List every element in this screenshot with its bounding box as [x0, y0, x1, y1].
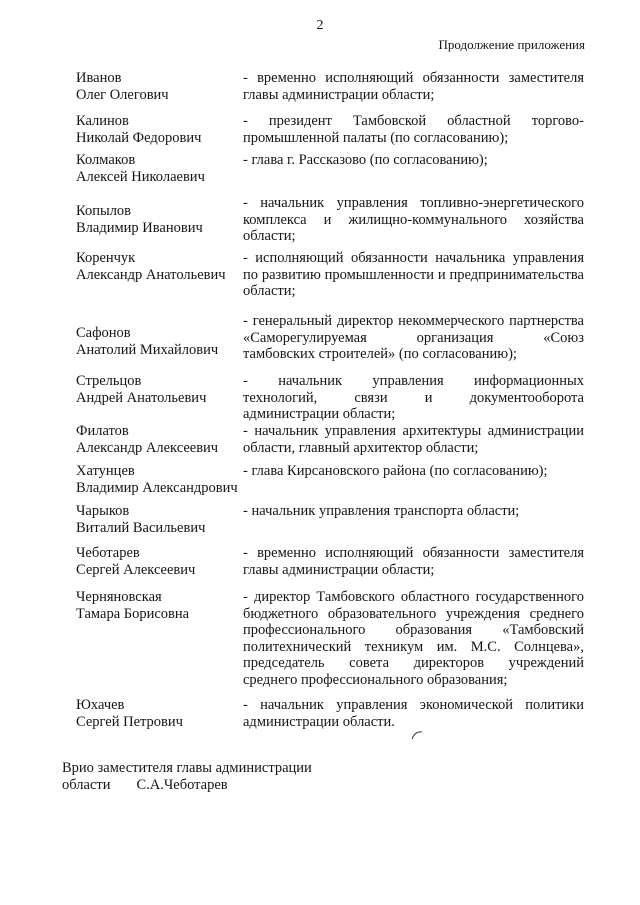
- member-surname: Стрельцов: [76, 373, 142, 389]
- member-role-line: - директор Тамбовского областного государственного: [243, 589, 584, 605]
- member-name: [76, 697, 238, 730]
- member-given-names: Виталий Васильевич: [76, 519, 206, 536]
- member-role-line: политехнический техникум им. М.С. Солнцева»,: [243, 638, 584, 655]
- member-role-line: области;: [243, 228, 296, 245]
- member-role: [243, 463, 584, 480]
- member-surname: Чеботарев: [76, 545, 140, 561]
- member-role-line: - глава Кирсановского района (по согласованию);: [243, 463, 548, 479]
- member-role-line: главы администрации области;: [243, 86, 435, 103]
- member-role: [243, 313, 584, 363]
- member-role-line: - временно исполняющий обязанности заместителя: [243, 70, 584, 86]
- appendix-continuation-note: Продолжение приложения: [438, 37, 585, 52]
- member-surname: Калинов: [76, 113, 129, 129]
- member-name: [76, 250, 238, 283]
- member-name: [76, 545, 238, 578]
- member-role-line: промышленной палаты (по согласованию);: [243, 129, 509, 146]
- member-given-names: Андрей Анатольевич: [76, 389, 207, 406]
- member-role-line: главы администрации области;: [243, 561, 435, 578]
- member-role: [243, 589, 584, 689]
- member-name: [76, 152, 238, 185]
- member-role-line: области;: [243, 283, 296, 300]
- member-role-line: - временно исполняющий обязанности заместителя: [243, 545, 584, 561]
- member-role-line: технологий, связи и документооборота: [243, 389, 584, 406]
- signatory-name: С.А.Чеботарев: [136, 776, 228, 793]
- member-surname: Копылов: [76, 203, 132, 219]
- member-name: [76, 113, 238, 146]
- member-given-names: Владимир Александрович: [76, 479, 238, 496]
- member-role-line: - глава г. Рассказово (по согласованию);: [243, 152, 488, 168]
- member-given-names: Владимир Иванович: [76, 219, 203, 236]
- member-surname: Коренчук: [76, 250, 136, 266]
- member-surname: Черняновская: [76, 589, 162, 605]
- member-role-line: - начальник управления информационных: [243, 373, 584, 389]
- member-role: [243, 113, 584, 146]
- member-role-line: «Саморегулируемая организация «Союз: [243, 329, 584, 346]
- member-given-names: Александр Алексеевич: [76, 439, 219, 456]
- page-number: 2: [316, 18, 324, 33]
- signature-title: Врио заместителя главы администрации: [62, 760, 312, 776]
- signature-title-cont: области: [62, 776, 111, 793]
- member-role: [243, 697, 584, 730]
- member-role: [243, 70, 584, 103]
- scan-mark-icon: [410, 729, 426, 741]
- member-surname: Колмаков: [76, 152, 136, 168]
- member-role-line: администрации области.: [243, 713, 395, 730]
- member-role-line: среднего профессионального образования;: [243, 671, 508, 688]
- member-role-line: - начальник управления транспорта области;: [243, 503, 520, 519]
- member-name: [76, 70, 238, 103]
- member-name: [76, 325, 238, 358]
- member-surname: Хатунцев: [76, 463, 135, 479]
- member-surname: Сафонов: [76, 325, 131, 341]
- member-role-line: профессионального образования «Тамбовский: [243, 622, 584, 639]
- member-name: [76, 589, 238, 622]
- member-role: [243, 503, 584, 520]
- member-role: [243, 545, 584, 578]
- member-given-names: Анатолий Михайлович: [76, 341, 219, 358]
- member-role-line: - начальник управления экономической политики: [243, 697, 584, 713]
- member-role-line: - исполняющий обязанности начальника управления: [243, 250, 584, 266]
- member-role-line: - начальник управления архитектуры администрации: [243, 423, 584, 439]
- member-role-line: председатель совета директоров учреждений: [243, 655, 584, 672]
- member-role-line: области, главный архитектор области;: [243, 439, 479, 456]
- member-role-line: по развитию промышленности и предпринимательства: [243, 266, 584, 283]
- member-surname: Иванов: [76, 70, 122, 86]
- member-surname: Юхачев: [76, 697, 125, 713]
- member-name: [76, 423, 238, 456]
- member-given-names: Сергей Петрович: [76, 713, 183, 730]
- member-given-names: Алексей Николаевич: [76, 168, 205, 185]
- member-surname: Чарыков: [76, 503, 130, 519]
- member-role-line: - президент Тамбовской областной торгово-: [243, 113, 584, 129]
- signature-line2: [62, 777, 312, 794]
- member-role-line: комплекса и жилищно-коммунального хозяйства: [243, 211, 584, 228]
- member-role: [243, 423, 584, 456]
- member-role: [243, 195, 584, 245]
- member-role: [243, 373, 584, 423]
- member-role-line: администрации области;: [243, 406, 396, 423]
- signature-block: [62, 760, 312, 793]
- member-given-names: Олег Олегович: [76, 86, 169, 103]
- member-name: [76, 373, 238, 406]
- member-given-names: Александр Анатольевич: [76, 266, 226, 283]
- member-role-line: - начальник управления топливно-энергетического: [243, 195, 584, 211]
- member-surname: Филатов: [76, 423, 129, 439]
- member-name: [76, 463, 238, 496]
- member-role-line: бюджетного образовательного учреждения среднего: [243, 605, 584, 622]
- member-given-names: Сергей Алексеевич: [76, 561, 196, 578]
- member-role: [243, 152, 584, 169]
- member-name: [76, 203, 238, 236]
- member-given-names: Николай Федорович: [76, 129, 202, 146]
- member-role-line: тамбовских строителей» (по согласованию);: [243, 346, 517, 363]
- member-role: [243, 250, 584, 300]
- member-name: [76, 503, 238, 536]
- member-given-names: Тамара Борисовна: [76, 605, 190, 622]
- member-role-line: - генеральный директор некоммерческого партнерства: [243, 313, 584, 329]
